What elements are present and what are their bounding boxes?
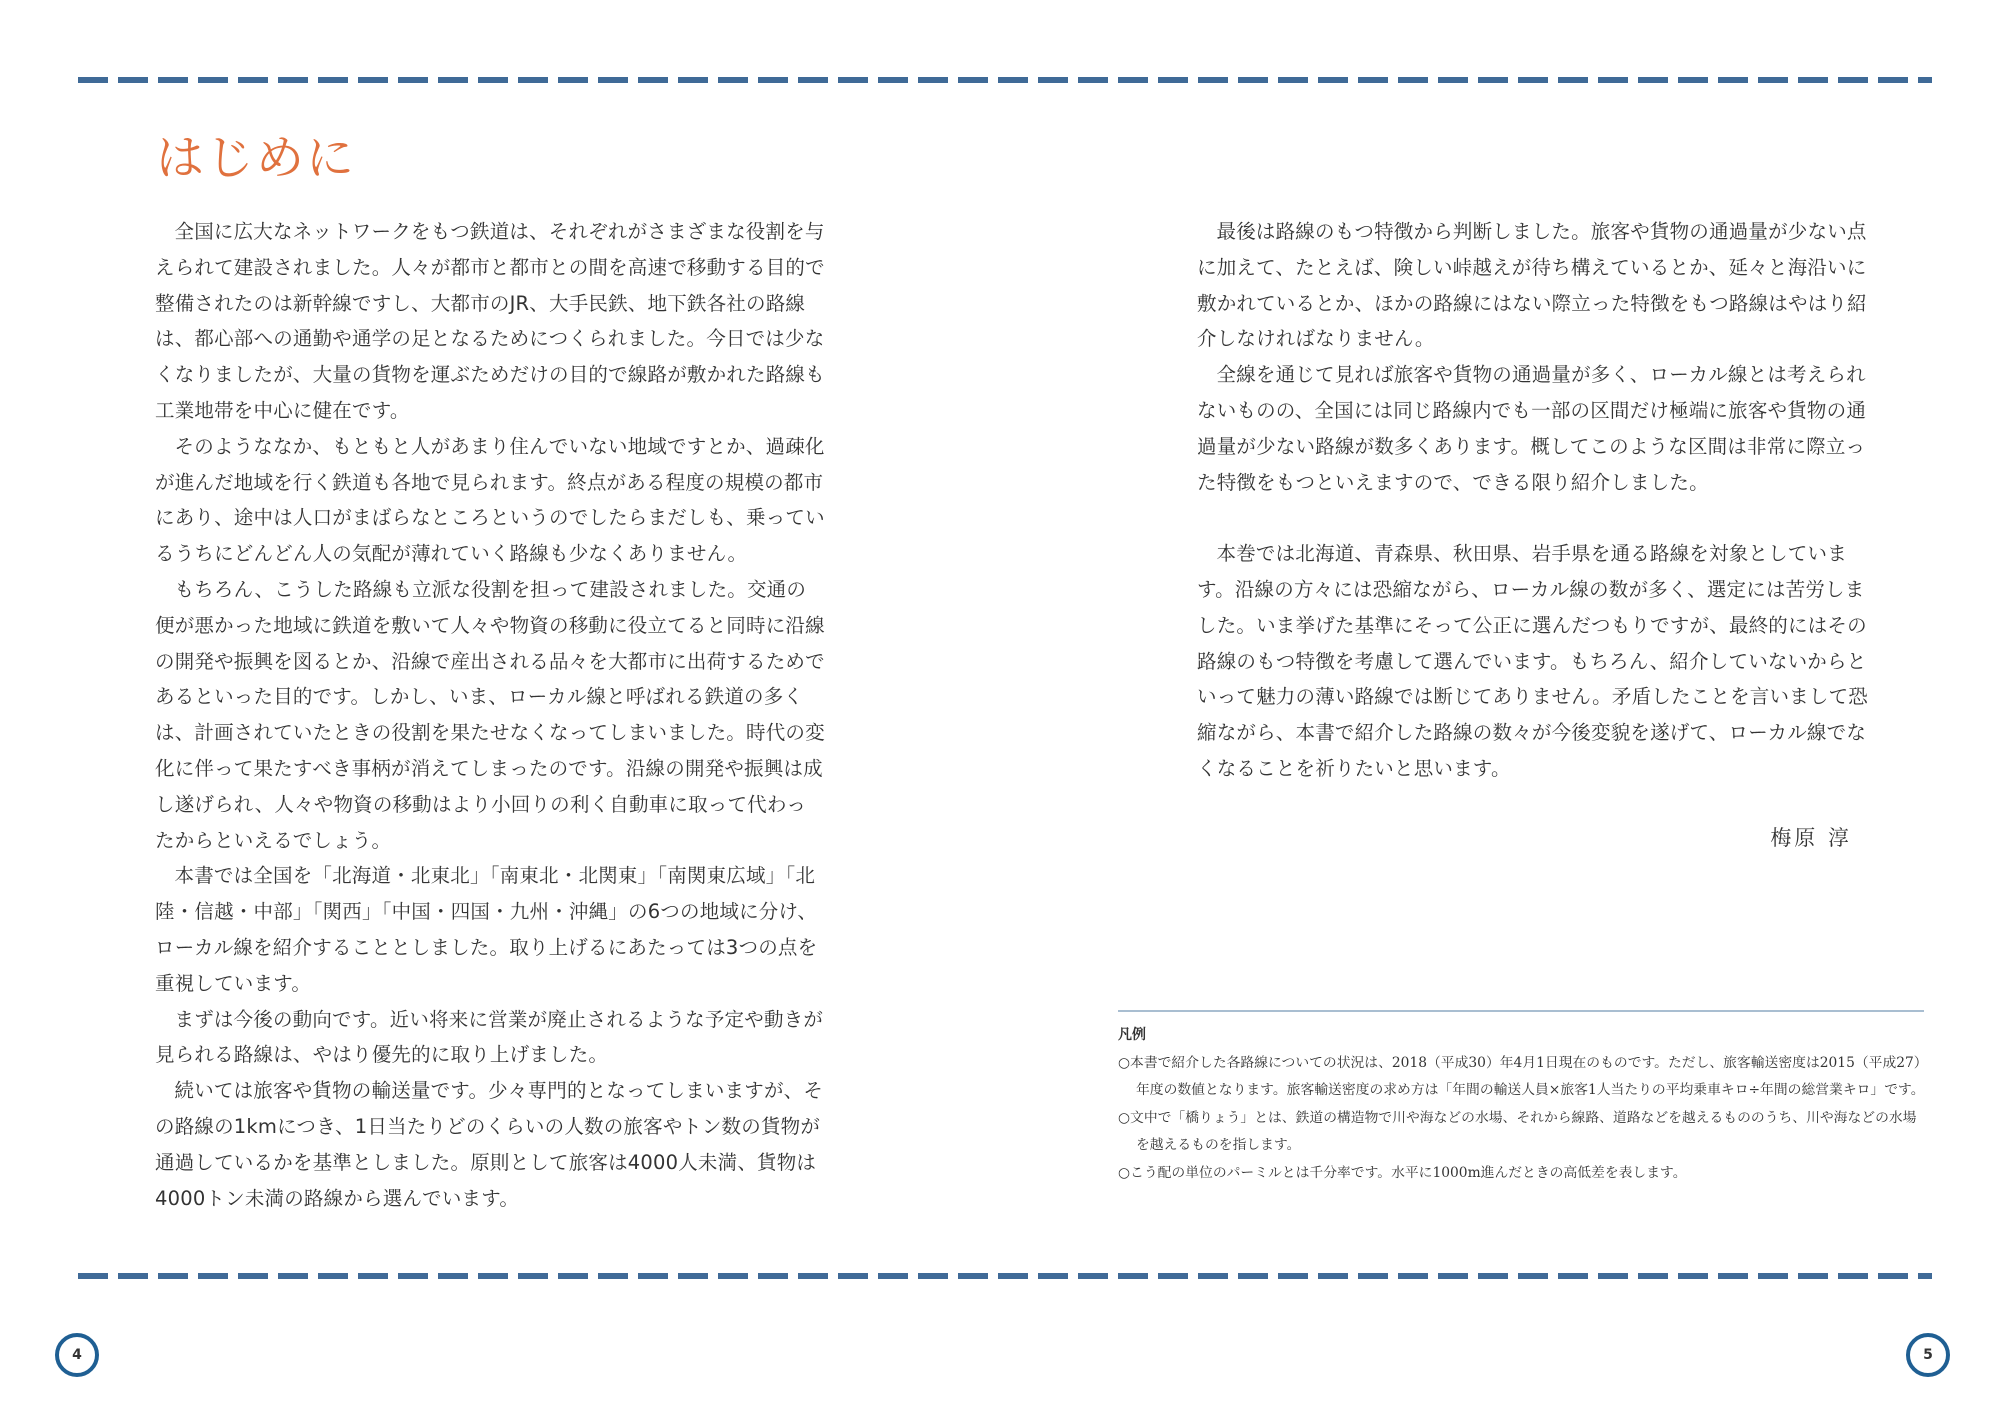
author-name: 梅原 淳 [1770, 826, 1852, 850]
right-column-text [1197, 214, 1877, 787]
paragraph: もちろん、こうした路線も立派な役割を担って建設されました。交通の便が悪かった地域に鉄道を敷いて人々や物資の移動に役立てると同時に沿線の開発や振興を図るとか、沿線で産出される品々を大都市に出荷するためであるといった目的です。しかし、いま、ローカル線と呼ばれる鉄道の多くは、計画されていたときの役割を果たせなくなってしまいました。時代の変化に伴って果たすべき事柄が消えてしまったのです。沿線の開発や振興は成し遂げられ、人々や物資の移動はより小回りの利く自動車に取って代わったからといえるでしょう。 [155, 577, 825, 852]
page-title: はじめに [156, 130, 357, 186]
notes-heading: 凡例 [1118, 1027, 1146, 1043]
paragraph: そのようななか、もともと人があまり住んでいない地域ですとか、過疎化が進んだ地域を行く鉄道も各地で見られます。終点がある程度の規模の都市にあり、途中は人口がまばらなところというのでしたらまだしも、乗っているうちにどんどん人の気配が薄れていく路線も少なくありません。 [155, 434, 825, 566]
paragraph: 最後は路線のもつ特徴から判断しました。旅客や貨物の通過量が少ない点に加えて、たとえば、険しい峠越えが待ち構えているとか、延々と海沿いに敷かれているとか、ほかの路線にはない際立った特徴をもつ路線はやはり紹介しなければなりません。 [1197, 220, 1867, 351]
page-number-left: 4 [55, 1333, 99, 1377]
note-item: ○こう配の単位のパーミルとは千分率です。水平に1000m進んだときの高低差を表します。 [1118, 1164, 1687, 1181]
paragraph: 本書では全国を「北海道・北東北」「南東北・北関東」「南関東広域」「北陸・信越・中部」「関西」「中国・四国・九州・沖縄」の6つの地域に分け、ローカル線を紹介することとしました。取り上げるにあたっては3つの点を重視しています。 [155, 864, 818, 995]
bottom-dashed-rail [78, 1273, 1932, 1279]
top-dashed-rail [78, 77, 1932, 83]
note-item: ○本書で紹介した各路線についての状況は、2018（平成30）年4月1日現在のものです。ただし、旅客輸送密度は2015（平成27）年度の数値となります。旅客輸送密度の求め方は「年間の輸送人員×旅客1人当たりの平均乗車キロ÷年間の総営業キロ」です。 [1118, 1054, 1928, 1098]
paragraph: 全国に広大なネットワークをもつ鉄道は、それぞれがさまざまな役割を与えられて建設されました。人々が都市と都市との間を高速で移動する目的で整備されたのは新幹線ですし、大都市のJR、大手民鉄、地下鉄各社の路線は、都心部への通勤や通学の足となるためにつくられました。今日では少なくなりましたが、大量の貨物を運ぶためだけの目的で線路が敷かれた路線も工業地帯を中心に健在です。 [155, 220, 825, 422]
paragraph: 続いては旅客や貨物の輸送量です。少々専門的となってしまいますが、その路線の1kmにつき、1日当たりどのくらいの人数の旅客やトン数の貨物が通過しているかを基準としました。原則として旅客は4000人未満、貨物は4000トン未満の路線から選んでいます。 [155, 1079, 824, 1210]
paragraph: まずは今後の動向です。近い将来に営業が廃止されるような予定や動きが見られる路線は、やはり優先的に取り上げました。 [155, 1007, 824, 1067]
left-column-text [155, 214, 825, 1216]
legend-notes [1118, 1022, 1930, 1187]
paragraph: 全線を通じて見れば旅客や貨物の通過量が多く、ローカル線とは考えられないものの、全国には同じ路線内でも一部の区間だけ極端に旅客や貨物の通過量が少ない路線が数多くあります。概してこのような区間は非常に際立った特徴をもつといえますので、できる限り紹介しました。 [1197, 363, 1867, 494]
page-number-right: 5 [1906, 1333, 1950, 1377]
notes-divider [1118, 1010, 1924, 1012]
paragraph: 本巻では北海道、青森県、秋田県、岩手県を通る路線を対象としています。沿線の方々には恐縮ながら、ローカル線の数が多く、選定には苦労しました。いま挙げた基準にそって公正に選んだつもりですが、最終的にはその路線のもつ特徴を考慮して選んでいます。もちろん、紹介していないからといって魅力の薄い路線では断じてありません。矛盾したことを言いまして恐縮ながら、本書で紹介した路線の数々が今後変貌を遂げて、ローカル線でなくなることを祈りたいと思います。 [1197, 542, 1868, 780]
note-item: ○文中で「橋りょう」とは、鉄道の構造物で川や海などの水場、それから線路、道路などを越えるもののうち、川や海などの水場を越えるものを指します。 [1118, 1109, 1917, 1153]
